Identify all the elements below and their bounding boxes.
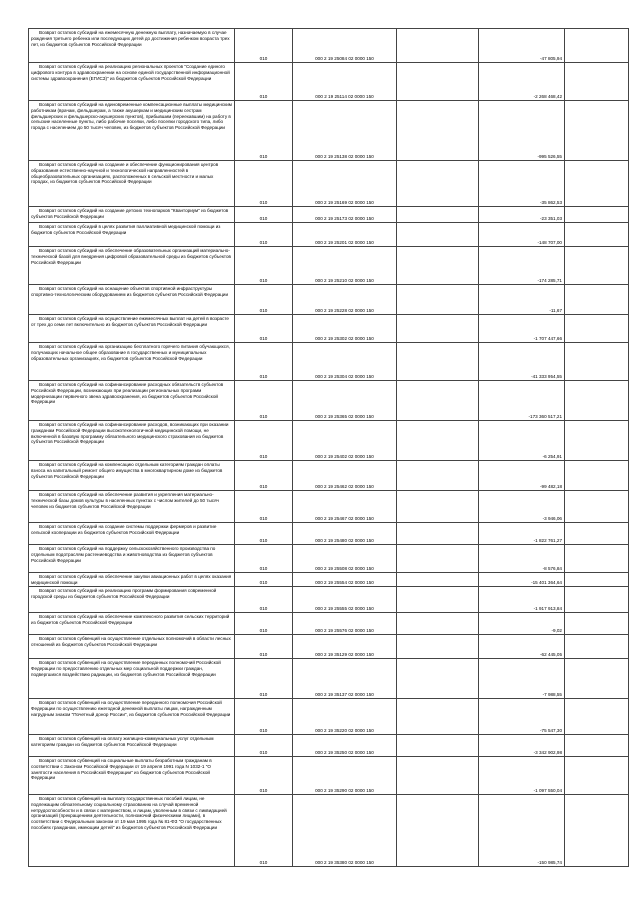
row-budget-code: 000 2 19 25114 02 0000 150 xyxy=(293,63,397,101)
table-row xyxy=(29,247,629,285)
row-unexecuted xyxy=(565,523,629,545)
table-row xyxy=(29,63,629,101)
row-executed: -75 547,30 xyxy=(479,699,565,735)
row-name: Возврат остатков субсидий на поддержку сельскохозяйственного производства по отдельным подотраслям растениеводства и животноводства из бюджетов субъектов Российской Федерации xyxy=(29,545,235,573)
table-row xyxy=(29,207,629,223)
row-unexecuted xyxy=(565,587,629,613)
row-admin-code: 010 xyxy=(235,659,293,699)
row-budget-code: 000 2 19 25467 02 0000 150 xyxy=(293,491,397,523)
row-plan xyxy=(397,29,479,63)
row-budget-code: 000 2 19 25508 02 0000 150 xyxy=(293,545,397,573)
row-name: Возврат остатков субсидий в целях развития паллиативной медицинской помощи из бюджетов субъектов Российской Федерации xyxy=(29,223,235,247)
row-admin-code: 010 xyxy=(235,29,293,63)
row-name: Возврат остатков субсидий на ежемесячную денежную выплату, назначаемую в случае рождения третьего ребенка или последующих детей до достижения ребенком возраста трех лет, из бюджетов субъектов Российской Федерации xyxy=(29,29,235,63)
row-name: Возврат остатков субвенций на выплату государственных пособий лицам, не подлежащим обязательному социальному страхованию на случай временной нетрудоспособности и в связи с материнством, и лицам, уволенным в связи с ликвидацией организаций (прекращением деятельности, полномочий физическими лицами), в соответствии с Федеральным законом от 19 мая 1995 года № 81-ФЗ "О государственных пособиях гражданам, имеющим детей" из бюджетов субъектов Российской Федерации xyxy=(29,795,235,867)
row-plan xyxy=(397,63,479,101)
row-admin-code: 010 xyxy=(235,795,293,867)
row-plan xyxy=(397,587,479,613)
row-admin-code: 010 xyxy=(235,699,293,735)
table-row xyxy=(29,545,629,573)
row-plan xyxy=(397,659,479,699)
table-row xyxy=(29,381,629,421)
row-unexecuted xyxy=(565,247,629,285)
row-admin-code: 010 xyxy=(235,63,293,101)
row-unexecuted xyxy=(565,223,629,247)
row-unexecuted xyxy=(565,735,629,757)
row-admin-code: 010 xyxy=(235,613,293,635)
row-budget-code: 000 2 19 35290 02 0000 150 xyxy=(293,757,397,795)
row-budget-code: 000 2 19 35137 02 0000 150 xyxy=(293,659,397,699)
row-plan xyxy=(397,523,479,545)
row-budget-code: 000 2 19 25304 02 0000 150 xyxy=(293,343,397,381)
table-row xyxy=(29,343,629,381)
row-admin-code: 010 xyxy=(235,491,293,523)
row-name: Возврат остатков субсидий на реализацию региональных проектов "Создание единого цифрового контура в здравоохранении на основе единой государственной информационной системы здравоохранения (ЕГИСЗ)" из бюджетов субъектов Российской Федерации xyxy=(29,63,235,101)
row-admin-code: 010 xyxy=(235,587,293,613)
row-plan xyxy=(397,161,479,207)
row-executed: -2 268 468,42 xyxy=(479,63,565,101)
row-name: Возврат остатков субсидий на обеспечение закупки авиационных работ в целях оказания медицинской помощи xyxy=(29,573,235,587)
row-executed: -1 917 913,84 xyxy=(479,587,565,613)
row-executed: -8 576,84 xyxy=(479,545,565,573)
row-plan xyxy=(397,101,479,161)
table-row xyxy=(29,523,629,545)
table-row xyxy=(29,735,629,757)
row-unexecuted xyxy=(565,101,629,161)
row-name: Возврат остатков субсидий на компенсацию отдельным категориям граждан оплаты взноса на капитальный ремонт общего имущества в многоквартирном доме из бюджетов субъектов Российской Федерации xyxy=(29,461,235,491)
row-plan xyxy=(397,573,479,587)
row-name: Возврат остатков субвенций на осуществление переданных полномочий Российской Федерации по предоставлению отдельных мер социальной поддержки граждан, подвергшихся воздействию радиации, из бюджетов субъектов Российской Федерации xyxy=(29,659,235,699)
row-unexecuted xyxy=(565,795,629,867)
row-executed: -41 333 954,55 xyxy=(479,343,565,381)
row-admin-code: 010 xyxy=(235,735,293,757)
row-executed: -35 862,53 xyxy=(479,161,565,207)
row-plan xyxy=(397,343,479,381)
row-unexecuted xyxy=(565,461,629,491)
row-name: Возврат остатков субсидий на создание системы поддержки фермеров и развитие сельской кооперации из бюджетов субъектов Российской Федерации xyxy=(29,523,235,545)
row-plan xyxy=(397,461,479,491)
row-executed: -995 526,55 xyxy=(479,101,565,161)
row-unexecuted xyxy=(565,161,629,207)
row-admin-code: 010 xyxy=(235,285,293,315)
row-unexecuted xyxy=(565,63,629,101)
row-budget-code: 000 2 19 35380 02 0000 150 xyxy=(293,795,397,867)
table-row xyxy=(29,161,629,207)
row-admin-code: 010 xyxy=(235,315,293,343)
row-budget-code: 000 2 19 25402 02 0000 150 xyxy=(293,421,397,461)
row-budget-code: 000 2 19 25480 02 0000 150 xyxy=(293,523,397,545)
row-unexecuted xyxy=(565,29,629,63)
row-admin-code: 010 xyxy=(235,461,293,491)
row-executed: -173 360 517,21 xyxy=(479,381,565,421)
row-admin-code: 010 xyxy=(235,101,293,161)
row-budget-code: 000 2 19 35250 02 0000 150 xyxy=(293,735,397,757)
row-budget-code: 000 2 19 35220 02 0000 150 xyxy=(293,699,397,735)
row-unexecuted xyxy=(565,613,629,635)
table-row xyxy=(29,573,629,587)
row-plan xyxy=(397,247,479,285)
row-unexecuted xyxy=(565,491,629,523)
row-plan xyxy=(397,223,479,247)
row-plan xyxy=(397,635,479,659)
row-unexecuted xyxy=(565,545,629,573)
row-name: Возврат остатков субсидий на создание и обеспечение функционирования центров образования естественно-научной и технологической направленностей в общеобразовательных организациях, расположенных в сельской местности и малых городах, из бюджетов субъектов Российской Федерации xyxy=(29,161,235,207)
table-row xyxy=(29,491,629,523)
row-executed: -1 707 447,66 xyxy=(479,315,565,343)
row-admin-code: 010 xyxy=(235,161,293,207)
row-unexecuted xyxy=(565,635,629,659)
row-name: Возврат остатков субвенций на социальные выплаты безработным гражданам в соответствии с Законом Российской Федерации от 19 апреля 1991 года N 1032-1 "О занятости населения в Российской Федерации" из бюджетов субъектов Российской Федерации xyxy=(29,757,235,795)
row-name: Возврат остатков субсидий на реализацию программ формирования современной городской среды из бюджетов субъектов Российской Федерации xyxy=(29,587,235,613)
row-executed: -150 985,74 xyxy=(479,795,565,867)
row-admin-code: 010 xyxy=(235,635,293,659)
row-unexecuted xyxy=(565,285,629,315)
row-budget-code: 000 2 19 25201 02 0000 150 xyxy=(293,223,397,247)
row-executed: -1 097 550,04 xyxy=(479,757,565,795)
row-name: Возврат остатков субвенций на осуществление переданного полномочия Российской Федерации по осуществлению ежегодной денежной выплаты лицам, награжденным нагрудным знаком "Почетный донор России", из бюджетов субъектов Российской Федерации xyxy=(29,699,235,735)
row-unexecuted xyxy=(565,573,629,587)
row-name: Возврат остатков субвенций на осуществление отдельных полномочий в области лесных отношений из бюджетов субъектов Российской Федерации xyxy=(29,635,235,659)
table-row xyxy=(29,315,629,343)
row-executed: -6 254,91 xyxy=(479,421,565,461)
table-row xyxy=(29,101,629,161)
row-plan xyxy=(397,285,479,315)
row-name: Возврат остатков субсидий на единовременные компенсационные выплаты медицинским работникам (врачам, фельдшерам, а также акушеркам и медицинским сестрам фельдшерских и фельдшерско-акушерских пунктов), прибывшим (переехавшим) на работу в сельские населенные пункты, либо рабочие поселки, либо поселки городского типа, либо города с населением до 50 тысяч человек, из бюджетов субъектов Российской Федерации xyxy=(29,101,235,161)
row-budget-code: 000 2 19 25576 02 0000 150 xyxy=(293,613,397,635)
row-plan xyxy=(397,757,479,795)
row-budget-code: 000 2 19 25169 02 0000 150 xyxy=(293,161,397,207)
row-name: Возврат остатков субсидий на обеспечение образовательных организаций материально-технической базой для внедрения цифровой образовательной среды из бюджетов субъектов Российской Федерации xyxy=(29,247,235,285)
row-unexecuted xyxy=(565,659,629,699)
row-admin-code: 010 xyxy=(235,207,293,223)
row-budget-code: 000 2 19 25084 02 0000 150 xyxy=(293,29,397,63)
row-executed: -1 822 761,27 xyxy=(479,523,565,545)
row-unexecuted xyxy=(565,343,629,381)
row-unexecuted xyxy=(565,699,629,735)
table-body xyxy=(29,29,629,867)
row-admin-code: 010 xyxy=(235,573,293,587)
row-budget-code: 000 2 19 25554 02 0000 150 xyxy=(293,573,397,587)
row-plan xyxy=(397,315,479,343)
table-row xyxy=(29,757,629,795)
row-admin-code: 010 xyxy=(235,247,293,285)
row-executed: -7 988,55 xyxy=(479,659,565,699)
table-row xyxy=(29,635,629,659)
row-executed: -23 351,03 xyxy=(479,207,565,223)
row-executed: -3 946,06 xyxy=(479,491,565,523)
row-plan xyxy=(397,381,479,421)
row-budget-code: 000 2 19 25228 02 0000 150 xyxy=(293,285,397,315)
row-plan xyxy=(397,207,479,223)
row-unexecuted xyxy=(565,315,629,343)
row-plan xyxy=(397,545,479,573)
row-budget-code: 000 2 19 25462 02 0000 150 xyxy=(293,461,397,491)
row-executed: -9,02 xyxy=(479,613,565,635)
row-plan xyxy=(397,795,479,867)
row-admin-code: 010 xyxy=(235,545,293,573)
row-name: Возврат остатков субсидий на осуществление ежемесячных выплат на детей в возрасте от трех до семи лет включительно из бюджетов субъектов Российской Федерации xyxy=(29,315,235,343)
row-name: Возврат остатков субсидий на оснащение объектов спортивной инфраструктуры спортивно-технологическим оборудованием из бюджетов субъектов Российской Федерации xyxy=(29,285,235,315)
row-name: Возврат остатков субвенций на оплату жилищно-коммунальных услуг отдельным категориям граждан из бюджетов субъектов Российской Федерации xyxy=(29,735,235,757)
row-budget-code: 000 2 19 25210 02 0000 150 xyxy=(293,247,397,285)
table-row xyxy=(29,659,629,699)
row-budget-code: 000 2 19 35129 02 0000 150 xyxy=(293,635,397,659)
row-executed: -148 707,00 xyxy=(479,223,565,247)
table-row xyxy=(29,587,629,613)
budget-execution-table xyxy=(28,28,629,867)
table-row xyxy=(29,699,629,735)
row-unexecuted xyxy=(565,757,629,795)
budget-table-sheet xyxy=(28,28,628,867)
row-admin-code: 010 xyxy=(235,757,293,795)
row-budget-code: 000 2 19 25555 02 0000 150 xyxy=(293,587,397,613)
row-unexecuted xyxy=(565,207,629,223)
row-admin-code: 010 xyxy=(235,381,293,421)
table-row xyxy=(29,285,629,315)
row-unexecuted xyxy=(565,381,629,421)
row-admin-code: 010 xyxy=(235,523,293,545)
row-executed: -174 285,71 xyxy=(479,247,565,285)
row-name: Возврат остатков субсидий на организацию бесплатного горячего питания обучающихся, получающих начальное общее образование в государственных и муниципальных образовательных организациях, из бюджетов субъектов Российской Федерации xyxy=(29,343,235,381)
row-budget-code: 000 2 19 25173 02 0000 150 xyxy=(293,207,397,223)
row-name: Возврат остатков субсидий на софинансирование расходных обязательств субъектов Российской Федерации, возникающих при реализации региональных программ модернизации первичного звена здравоохранения, из бюджетов субъектов Российской Федерации xyxy=(29,381,235,421)
row-plan xyxy=(397,613,479,635)
row-executed: -3 342 902,98 xyxy=(479,735,565,757)
row-plan xyxy=(397,491,479,523)
row-name: Возврат остатков субсидий на обеспечение комплексного развития сельских территорий из бюджетов субъектов Российской Федерации xyxy=(29,613,235,635)
table-row xyxy=(29,29,629,63)
row-admin-code: 010 xyxy=(235,421,293,461)
row-admin-code: 010 xyxy=(235,223,293,247)
row-executed: -62 445,05 xyxy=(479,635,565,659)
row-name: Возврат остатков субсидий на создание детских технопарков "Кванториум" из бюджетов субъектов Российской Федерации xyxy=(29,207,235,223)
row-admin-code: 010 xyxy=(235,343,293,381)
table-row xyxy=(29,461,629,491)
row-executed: -11,67 xyxy=(479,285,565,315)
row-budget-code: 000 2 19 25365 02 0000 150 xyxy=(293,381,397,421)
row-executed: -99 482,18 xyxy=(479,461,565,491)
table-row xyxy=(29,223,629,247)
table-row xyxy=(29,795,629,867)
row-plan xyxy=(397,421,479,461)
row-name: Возврат остатков субсидий на софинансирование расходов, возникающих при оказании гражданам Российской Федерации высокотехнологичной медицинской помощи, не включенной в базовую программу обязательного медицинского страхования из бюджетов субъектов Российской Федерации xyxy=(29,421,235,461)
table-row xyxy=(29,421,629,461)
row-budget-code: 000 2 19 25138 02 0000 150 xyxy=(293,101,397,161)
row-plan xyxy=(397,735,479,757)
row-budget-code: 000 2 19 25302 02 0000 150 xyxy=(293,315,397,343)
row-executed: -15 401 364,64 xyxy=(479,573,565,587)
row-unexecuted xyxy=(565,421,629,461)
table-row xyxy=(29,613,629,635)
row-name: Возврат остатков субсидий на обеспечение развития и укрепления материально-технической базы домов культуры в населенных пунктах с числом жителей до 50 тысяч человек из бюджетов субъектов Российской Федерации xyxy=(29,491,235,523)
row-executed: -47 805,94 xyxy=(479,29,565,63)
row-plan xyxy=(397,699,479,735)
